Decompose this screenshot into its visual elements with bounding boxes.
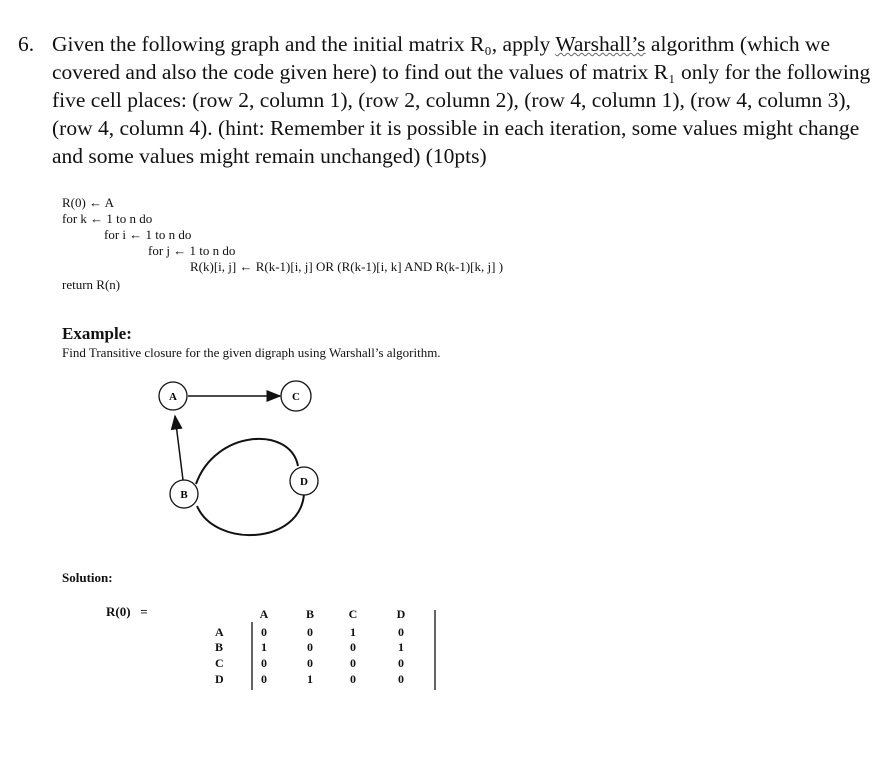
row-header-a: A [215,625,224,639]
node-b [170,480,198,508]
pseudo-line-4: for j ← 1 to n do [148,243,236,258]
example-subtitle: Find Transitive closure for the given digraph using Warshall’s algorithm. [62,345,441,360]
cell-a-c: 1 [350,625,356,639]
pseudo-line-3: for i ← 1 to n do [104,227,192,242]
row-header-b: B [215,640,224,654]
col-header-a: A [259,607,269,621]
row-header-c: C [215,656,224,670]
question-number: 6. [18,32,35,56]
warshall-word: Warshall’s [555,32,646,56]
matrix-name: R(0) [106,604,131,619]
cell-b-b: 0 [307,640,313,654]
edge-b-d [196,439,298,484]
cell-b-c: 0 [350,640,356,654]
pseudo-line-2: for k ← 1 to n do [62,211,153,226]
cell-a-d: 0 [398,625,404,639]
row-header-d: D [215,672,224,686]
node-c [281,381,311,411]
node-d [290,467,318,495]
cell-a-b: 0 [307,625,313,639]
node-c-label: C [292,391,300,403]
cell-b-d: 1 [398,640,404,654]
node-b-label: B [180,489,188,501]
cell-c-d: 0 [398,656,404,670]
cell-c-a: 0 [261,656,267,670]
col-header-c: C [348,607,358,621]
solution-label: Solution: [62,570,113,585]
question-text-end: algorithm (which we covered and also the code given here) to find out the values of matrix R₁ only for the following five cell places: (row 2, column 1), (row 2, column 2), (row 4, column 1), (row 4, column 3), (row 4, column 4). (hint: Remember it is possible in each iteration, some values might change and some values might remain unchanged) (10pts) [52,32,871,168]
pseudo-line-6: return R(n) [62,277,121,292]
matrix-label [106,604,148,620]
cell-d-a: 0 [261,672,267,686]
matrix-equals: = [140,604,148,619]
node-a-label: A [169,391,177,403]
pseudo-line-5: R(k)[i, j] ← R(k-1)[i, j] OR (R(k-1)[i, k] AND R(k-1)[k, j] ) [190,259,504,274]
cell-b-a: 1 [261,640,267,654]
question-text-start: Given the following graph and the initial matrix R₀, apply [52,32,556,56]
col-header-b: B [305,607,314,621]
edge-b-a [175,416,183,480]
node-a [159,382,187,410]
node-d-label: D [300,476,308,488]
cell-c-b: 0 [307,656,313,670]
cell-a-a: 0 [261,625,267,639]
cell-d-c: 0 [350,672,356,686]
cell-d-d: 0 [398,672,404,686]
col-header-d: D [396,607,406,621]
pseudo-line-1: R(0) ← A [62,195,114,210]
edge-d-b [197,494,304,535]
cell-c-c: 0 [350,656,356,670]
example-title: Example: [62,324,132,343]
cell-d-b: 1 [307,672,313,686]
